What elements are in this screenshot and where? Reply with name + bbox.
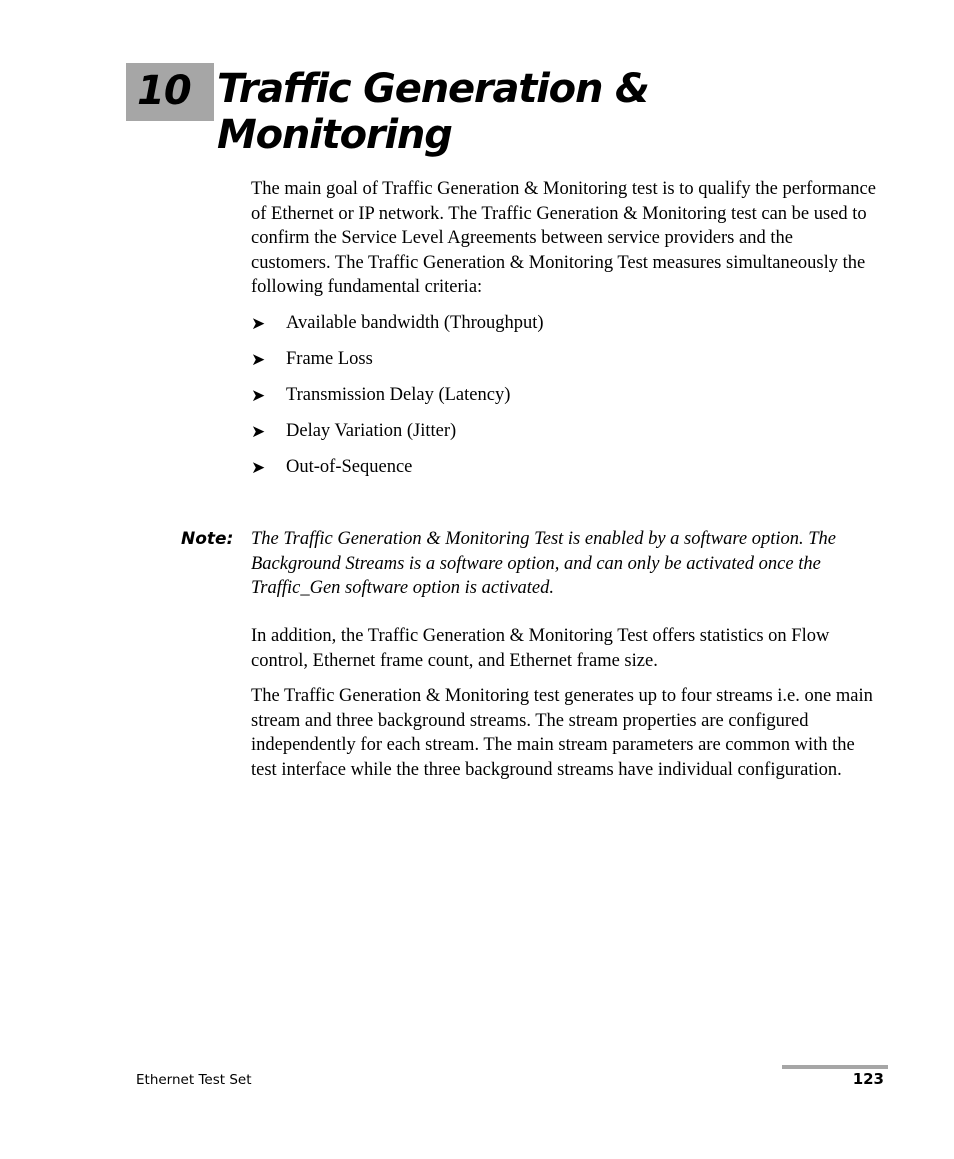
- list-item: [251, 347, 876, 372]
- paragraph-statistics: In addition, the Traffic Generation & Monitoring Test offers statistics on Flow control, Ethernet frame count, and Ethernet frame size.: [251, 626, 830, 671]
- list-item-text: Frame Loss: [286, 348, 373, 369]
- criteria-list: [251, 311, 876, 480]
- list-item-text: Out-of-Sequence: [286, 456, 413, 477]
- footer-rule: [782, 1065, 888, 1069]
- footer-product-name: Ethernet Test Set: [136, 1072, 252, 1088]
- chapter-title: [217, 66, 857, 158]
- paragraph-streams: The Traffic Generation & Monitoring test generates up to four streams i.e. one main stream and three background streams. The stream properties are configured independently for each stream. The main stream parameters are common with the test interface while the three background streams have individual configuration.: [251, 686, 873, 780]
- list-item: [251, 311, 876, 336]
- list-item: [251, 419, 876, 444]
- main-content: [251, 177, 876, 491]
- arrow-bullet-icon: ➤: [251, 385, 266, 406]
- chapter-title-line1: Traffic Generation &: [217, 66, 649, 112]
- arrow-bullet-icon: ➤: [251, 457, 266, 478]
- arrow-bullet-icon: ➤: [251, 349, 266, 370]
- arrow-bullet-icon: ➤: [251, 421, 266, 442]
- chapter-title-line2: Monitoring: [217, 112, 452, 158]
- list-item: [251, 383, 876, 408]
- note-text: The Traffic Generation & Monitoring Test is enabled by a software option. The Background Streams is a software option, and can only be activated once the Traffic_Gen software option is activated.: [251, 529, 836, 599]
- arrow-bullet-icon: ➤: [251, 313, 266, 334]
- list-item-text: Transmission Delay (Latency): [286, 384, 511, 405]
- intro-paragraph: The main goal of Traffic Generation & Monitoring test is to qualify the performance of Ethernet or IP network. The Traffic Generation & Monitoring test can be used to confirm the Service Level Agreements between service providers and the customers. The Traffic Generation & Monitoring Test measures simultaneously the following fundamental criteria:: [251, 179, 876, 298]
- note-label: Note:: [181, 529, 234, 549]
- list-item-text: Delay Variation (Jitter): [286, 420, 457, 441]
- list-item: [251, 455, 876, 480]
- body-content: [251, 624, 876, 794]
- page-number: 123: [852, 1070, 884, 1088]
- list-item-text: Available bandwidth (Throughput): [286, 312, 544, 333]
- chapter-number: 10: [137, 68, 191, 114]
